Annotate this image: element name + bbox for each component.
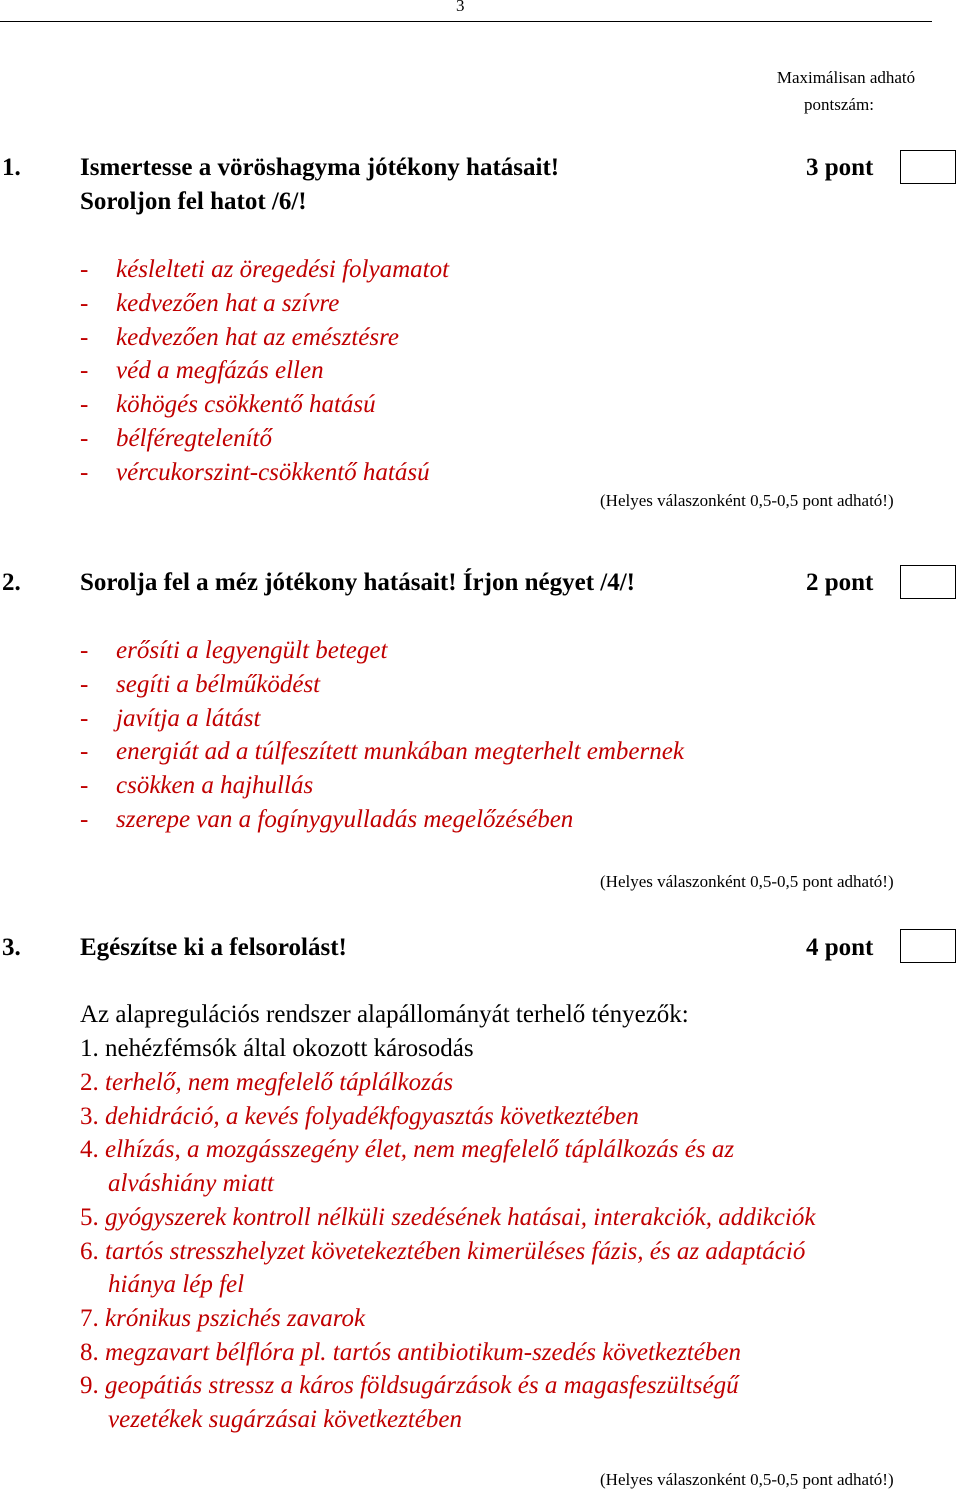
q3-points: 4 pont — [806, 934, 874, 961]
q3-intro: Az alapregulációs rendszer alapállományát terhelő tényezők: — [80, 1001, 689, 1028]
list-item — [80, 253, 449, 287]
list-item — [80, 388, 449, 422]
q1-scoring-note: (Helyes válaszonként 0,5-0,5 pont adható!) — [600, 491, 894, 510]
q2-score-box[interactable] — [900, 565, 956, 599]
list-item — [80, 668, 684, 702]
list-item-text: segíti a bélműködést — [116, 670, 321, 698]
q3-scoring-note: (Helyes válaszonként 0,5-0,5 pont adható!) — [600, 1470, 894, 1489]
list-item — [80, 321, 449, 355]
page-number: 3 — [456, 0, 465, 15]
list-dash: - — [80, 357, 89, 385]
list-item — [80, 1100, 815, 1134]
q1-score-box[interactable] — [900, 150, 956, 184]
q2-scoring-note: (Helyes válaszonként 0,5-0,5 pont adható!) — [600, 872, 894, 891]
list-item — [80, 456, 449, 490]
list-item-number: 3. — [80, 1102, 99, 1130]
q2-points: 2 pont — [806, 569, 874, 596]
list-item-text: véd a megfázás ellen — [116, 357, 324, 385]
list-item — [80, 1201, 815, 1235]
list-item-number: 7. — [80, 1304, 99, 1332]
list-item — [80, 1235, 815, 1269]
list-item-text: krónikus pszichés zavarok — [105, 1304, 366, 1332]
list-item-text: bélféregtelenítő — [116, 424, 272, 452]
list-item-text: energiát ad a túlfeszített munkában megterhelt embernek — [116, 738, 684, 766]
q3-number: 3. — [2, 934, 21, 961]
list-item-number: 4. — [80, 1136, 99, 1164]
list-dash: - — [80, 704, 89, 732]
list-item-text: hiánya lép fel — [108, 1271, 245, 1299]
q2-title: Sorolja fel a méz jótékony hatásait! Írjon négyet /4/! — [80, 569, 636, 596]
list-item-number: 9. — [80, 1372, 99, 1400]
list-item-number: 6. — [80, 1237, 99, 1265]
list-item — [80, 1369, 815, 1403]
list-item-text: tartós stresszhelyzet követekeztében kimerüléses fázis, és az adaptáció — [105, 1237, 806, 1265]
list-item-text: késlelteti az öregedési folyamatot — [116, 256, 450, 283]
list-item-text: vércukorszint-csökkentő hatású — [116, 458, 430, 486]
q3-title: Egészítse ki a felsorolást! — [80, 934, 347, 961]
list-dash: - — [80, 738, 89, 766]
list-item-text: köhögés csökkentő hatású — [116, 391, 376, 419]
list-item-text: terhelő, nem megfelelő táplálkozás — [105, 1069, 454, 1096]
list-item-text: kedvezően hat az emésztésre — [116, 323, 400, 351]
list-item-text: csökken a hajhullás — [116, 772, 314, 800]
max-points-label-1: Maximálisan adható — [776, 68, 916, 87]
list-item-number: 2. — [80, 1069, 99, 1096]
list-dash: - — [80, 323, 89, 351]
list-item-continuation — [80, 1403, 815, 1437]
list-item-continuation — [80, 1167, 815, 1201]
list-item-number: 5. — [80, 1203, 99, 1231]
list-item — [80, 354, 449, 388]
list-item — [80, 1302, 815, 1336]
list-dash: - — [80, 670, 89, 698]
list-item — [80, 634, 684, 668]
q2-answer-list — [80, 634, 684, 837]
list-item — [80, 702, 684, 736]
list-dash: - — [80, 391, 89, 419]
list-item — [80, 287, 449, 321]
list-item-text: alváshiány miatt — [108, 1170, 274, 1198]
list-item — [80, 803, 684, 837]
list-dash: - — [80, 289, 89, 317]
q1-title: Ismertesse a vöröshagyma jótékony hatásait! — [80, 154, 560, 181]
list-item — [80, 1133, 815, 1167]
list-item-text: gyógyszerek kontroll nélküli szedésének hatásai, interakciók, addikciók — [105, 1203, 816, 1231]
list-item — [80, 769, 684, 803]
list-dash: - — [80, 805, 89, 833]
q1-number: 1. — [2, 154, 21, 181]
q1-points: 3 pont — [806, 154, 874, 181]
list-dash: - — [80, 424, 89, 452]
list-item-text: megzavart bélflóra pl. tartós antibiotikum-szedés következtében — [105, 1338, 741, 1366]
q1-subtitle: Soroljon fel hatot /6/! — [80, 188, 307, 215]
list-item-text: javítja a látást — [116, 704, 261, 732]
list-item-number: 8. — [80, 1338, 99, 1366]
q3-answer-list — [80, 1066, 815, 1437]
max-points-label-2: pontszám: — [804, 95, 874, 114]
list-item-continuation — [80, 1268, 815, 1302]
list-item — [80, 1066, 815, 1100]
list-item — [80, 735, 684, 769]
list-item — [80, 1336, 815, 1370]
q3-given-item: 1. nehézfémsók által okozott károsodás — [80, 1035, 474, 1062]
list-item-text: erősíti a legyengült beteget — [116, 637, 388, 664]
header-rule — [0, 21, 932, 22]
list-item-text: geopátiás stressz a káros földsugárzások és a magasfeszültségű — [105, 1372, 739, 1400]
list-item-text: elhízás, a mozgásszegény élet, nem megfelelő táplálkozás és az — [105, 1136, 735, 1164]
list-dash: - — [80, 772, 89, 800]
list-dash: - — [80, 637, 89, 664]
list-item-text: kedvezően hat a szívre — [116, 289, 340, 317]
list-dash: - — [80, 256, 89, 283]
q1-answer-list — [80, 253, 449, 490]
list-item-text: szerepe van a fogínygyulladás megelőzésében — [116, 805, 574, 833]
q2-number: 2. — [2, 569, 21, 596]
list-item — [80, 422, 449, 456]
list-item-text: dehidráció, a kevés folyadékfogyasztás következtében — [105, 1102, 639, 1130]
list-dash: - — [80, 458, 89, 486]
list-item-text: vezetékek sugárzásai következtében — [108, 1406, 463, 1434]
q3-score-box[interactable] — [900, 929, 956, 963]
